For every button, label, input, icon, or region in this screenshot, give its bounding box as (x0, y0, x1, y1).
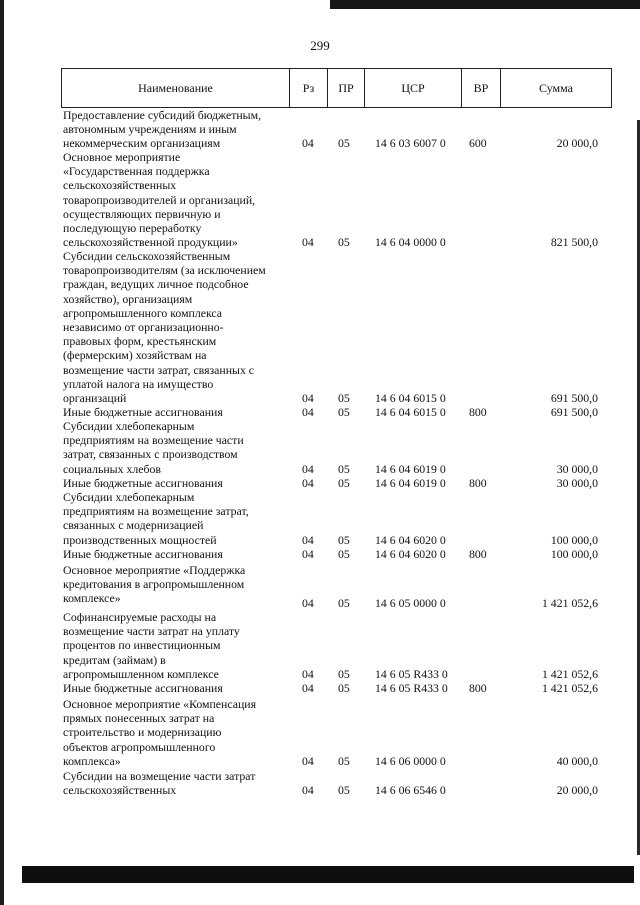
row-sum: 40 000,0 (556, 753, 598, 768)
row-name: Основное мероприятие «Компенсация прямых понесенных затрат на строительство и модернизацию объектов агропромышленного комплекса» (63, 697, 257, 768)
row-name: Иные бюджетные ассигнования (63, 476, 223, 490)
row-csr: 14 6 04 6015 0 (375, 390, 446, 405)
row-pr: 05 (338, 390, 350, 405)
row-rz: 04 (302, 404, 314, 419)
row-sum: 20 000,0 (556, 135, 598, 150)
table-row (61, 108, 612, 150)
row-sum: 30 000,0 (556, 475, 598, 490)
row-sum: 1 421 052,6 (541, 680, 598, 695)
table-row (61, 769, 612, 797)
row-name: Субсидии на возмещение части затрат сельскохозяйственных (63, 769, 256, 798)
row-rz: 04 (302, 595, 314, 610)
row-csr: 14 6 04 6015 0 (375, 404, 446, 419)
table-row (61, 547, 612, 561)
row-rz: 04 (302, 135, 314, 150)
row-name: Иные бюджетные ассигнования (63, 681, 223, 695)
row-vr: 800 (469, 680, 487, 695)
column-header-pr: ПР (328, 69, 365, 107)
row-csr: 14 6 05 0000 0 (375, 595, 446, 610)
row-vr: 600 (469, 135, 487, 150)
column-header-sum: Сумма (539, 80, 573, 95)
row-rz: 04 (302, 753, 314, 768)
row-vr: 800 (469, 404, 487, 419)
table-row (61, 563, 612, 610)
row-csr: 14 6 06 0000 0 (375, 753, 446, 768)
row-name: Софинансируемые расходы на возмещение части затрат на уплату процентов по инвестиционным кредитам (займам) в агропромышленном комплексе (63, 610, 240, 681)
scan-edge-left (0, 0, 4, 905)
row-rz: 04 (302, 475, 314, 490)
row-pr: 05 (338, 475, 350, 490)
row-pr: 05 (338, 666, 350, 681)
row-rz: 04 (302, 532, 314, 547)
row-pr: 05 (338, 595, 350, 610)
row-csr: 14 6 04 6020 0 (375, 546, 446, 561)
row-rz: 04 (302, 234, 314, 249)
row-name: Иные бюджетные ассигнования (63, 547, 223, 561)
row-rz: 04 (302, 546, 314, 561)
row-pr: 05 (338, 234, 350, 249)
row-pr: 05 (338, 532, 350, 547)
row-pr: 05 (338, 546, 350, 561)
row-name: Субсидии хлебопекарным предприятиям на возмещение части затрат, связанных с производством социальных хлебов (63, 419, 244, 476)
table-row (61, 150, 612, 249)
row-name: Предоставление субсидий бюджетным, автономным учреждениям и иным некоммерческим организациям (63, 108, 262, 151)
row-rz: 04 (302, 390, 314, 405)
row-csr: 14 6 04 6019 0 (375, 475, 446, 490)
table-row (61, 681, 612, 695)
column-header-csr: ЦСР (365, 69, 462, 107)
row-csr: 14 6 05 R433 0 (375, 680, 448, 695)
row-csr: 14 6 04 6020 0 (375, 532, 446, 547)
row-name: Субсидии хлебопекарным предприятиям на возмещение затрат, связанных с модернизацией производственных мощностей (63, 490, 249, 547)
row-vr: 800 (469, 475, 487, 490)
scan-edge-bottom (22, 866, 634, 883)
row-pr: 05 (338, 135, 350, 150)
row-csr: 14 6 04 0000 0 (375, 234, 446, 249)
row-rz: 04 (302, 666, 314, 681)
row-name: Основное мероприятие «Государственная поддержка сельскохозяйственных товаропроизводителей и организаций, осуществляющих первичную и последующую переработку сельскохозяйственной продукции» (63, 150, 256, 250)
row-pr: 05 (338, 753, 350, 768)
row-sum: 20 000,0 (556, 782, 598, 797)
page-number: 299 (310, 38, 330, 53)
table-row (61, 476, 612, 490)
row-name: Иные бюджетные ассигнования (63, 405, 223, 419)
row-pr: 05 (338, 404, 350, 419)
row-sum: 100 000,0 (550, 532, 598, 547)
row-csr: 14 6 05 R433 0 (375, 666, 448, 681)
table-header (61, 68, 612, 108)
table-row (61, 249, 612, 405)
column-header-rz: Рз (290, 69, 328, 107)
scan-edge-top (330, 0, 640, 9)
row-sum: 691 500,0 (550, 390, 598, 405)
row-rz: 04 (302, 461, 314, 476)
row-name: Основное мероприятие «Поддержка кредитования в агропромышленном комплексе» (63, 563, 246, 606)
row-rz: 04 (302, 782, 314, 797)
row-sum: 821 500,0 (550, 234, 598, 249)
row-name: Субсидии сельскохозяйственным товаропроизводителям (за исключением граждан, ведущих личное подсобное хозяйство), организациям агропромышленного комплекса независимо от организационно- правовых форм, крестьянским (фермерским) хозяйствам на возмещение части затрат, связанных с уплатой налога на имущество организаций (63, 249, 266, 406)
row-sum: 691 500,0 (550, 404, 598, 419)
row-sum: 30 000,0 (556, 461, 598, 476)
table-row (61, 610, 612, 681)
row-pr: 05 (338, 461, 350, 476)
table-row (61, 697, 612, 768)
row-pr: 05 (338, 782, 350, 797)
table-row (61, 419, 612, 476)
column-header-name: Наименование (62, 69, 290, 107)
row-csr: 14 6 03 6007 0 (375, 135, 446, 150)
row-sum: 1 421 052,6 (541, 595, 598, 610)
row-rz: 04 (302, 680, 314, 695)
table-row (61, 405, 612, 419)
row-pr: 05 (338, 680, 350, 695)
row-csr: 14 6 04 6019 0 (375, 461, 446, 476)
row-sum: 100 000,0 (550, 546, 598, 561)
column-header-vr: ВР (462, 69, 501, 107)
table-row (61, 490, 612, 547)
row-csr: 14 6 06 6546 0 (375, 782, 446, 797)
row-vr: 800 (469, 546, 487, 561)
row-sum: 1 421 052,6 (541, 666, 598, 681)
